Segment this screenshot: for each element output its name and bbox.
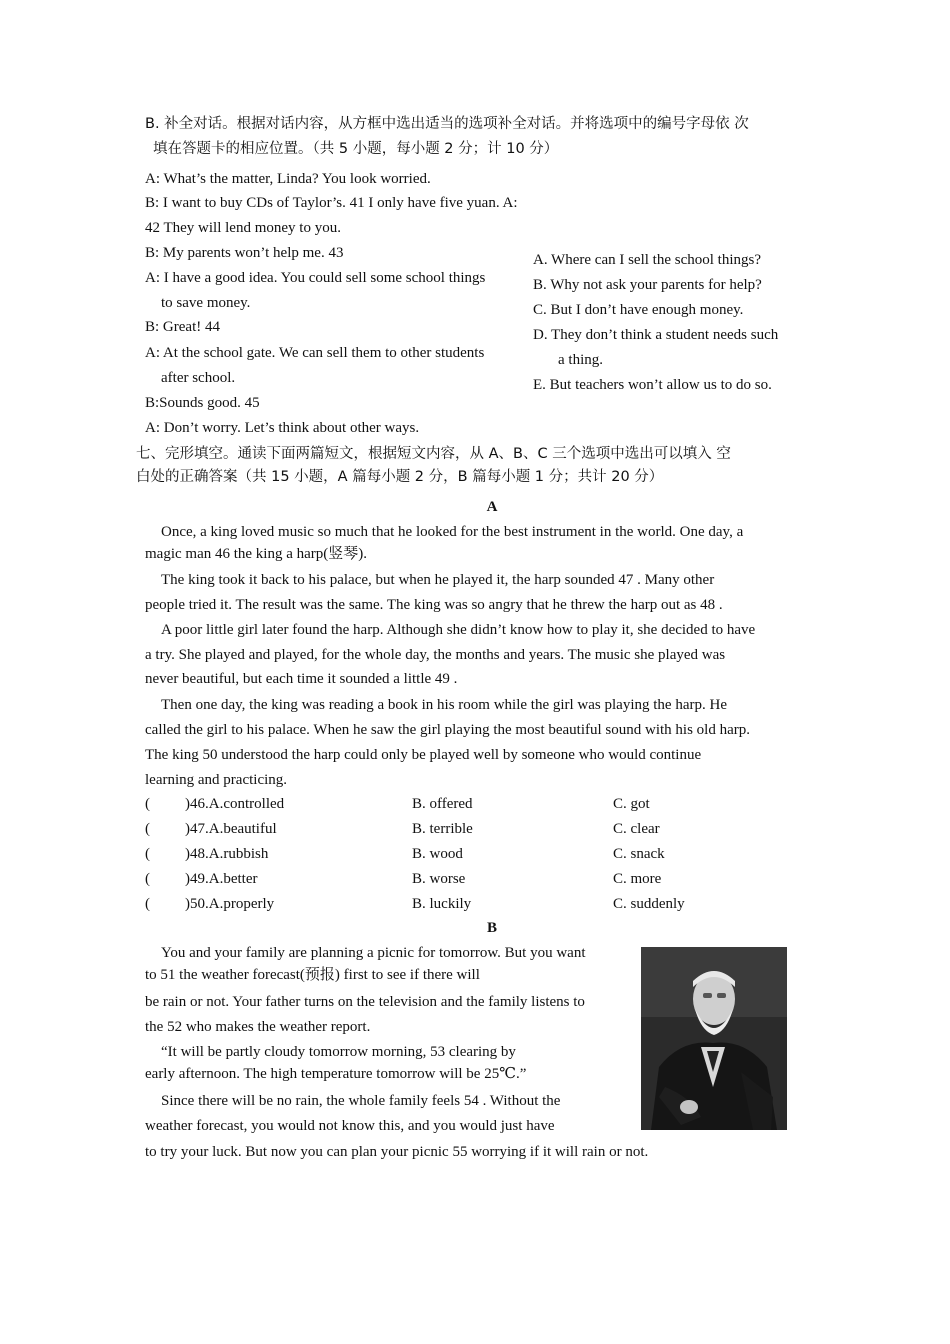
choice-a: )47.A.beautiful	[185, 821, 277, 837]
passage-a-line: The king took it back to his palace, but when he played it, the harp sounded 47 . Many other	[161, 572, 715, 588]
answer-paren: (	[145, 846, 150, 862]
option-c: C. But I don’t have enough money.	[533, 302, 744, 318]
option-b: B. Why not ask your parents for help?	[533, 277, 762, 293]
option-e: E. But teachers won’t allow us to do so.	[533, 377, 772, 393]
option-a: A. Where can I sell the school things?	[533, 252, 761, 268]
dialogue-line: B: I want to buy CDs of Taylor’s. 41 I only have five yuan. A:	[145, 195, 518, 211]
section-b-heading-line1: B. 补全对话。根据对话内容，从方框中选出适当的选项补全对话。并将选项中的编号字母依 次	[145, 116, 749, 132]
option-d: D. They don’t think a student needs such	[533, 327, 779, 343]
choice-b: B. terrible	[412, 821, 473, 837]
option-d-cont: a thing.	[558, 352, 603, 368]
section-7-heading-line2: 白处的正确答案（共 15 小题，A 篇每小题 2 分，B 篇每小题 1 分；共计 20 分）	[136, 469, 664, 485]
passage-a-line: Once, a king loved music so much that he looked for the best instrument in the world. One day, a	[161, 524, 744, 540]
choice-c: C. more	[613, 871, 662, 887]
section-7-heading-line1: 七、完形填空。通读下面两篇短文，根据短文内容，从 A、B、C 三个选项中选出可以填入 空	[136, 446, 731, 462]
choice-b: B. offered	[412, 796, 473, 812]
passage-b-line: early afternoon. The high temperature tomorrow will be 25℃.”	[145, 1066, 527, 1082]
answer-paren: (	[145, 821, 150, 837]
passage-b-line: to try your luck. But now you can plan your picnic 55 worrying if it will rain or not.	[145, 1144, 649, 1160]
choice-b: B. luckily	[412, 896, 472, 912]
answer-paren: (	[145, 896, 150, 912]
dialogue-line: to save money.	[161, 295, 251, 311]
passage-a-line: never beautiful, but each time it sounded a little 49 .	[145, 671, 458, 687]
dialogue-line: B: My parents won’t help me. 43	[145, 245, 344, 261]
choice-c: C. clear	[613, 821, 660, 837]
passage-b-title: B	[486, 920, 497, 936]
choice-a: )46.A.controlled	[185, 796, 285, 812]
choice-b: B. worse	[412, 871, 466, 887]
dialogue-line: A: I have a good idea. You could sell some school things	[145, 270, 486, 286]
choice-c: C. snack	[613, 846, 665, 862]
passage-a-title: A	[486, 499, 498, 515]
passage-b-line: be rain or not. Your father turns on the television and the family listens to	[145, 994, 585, 1010]
passage-a-line: a try. She played and played, for the whole day, the months and years. The music she played was	[145, 647, 726, 663]
dialogue-line: after school.	[161, 370, 236, 386]
passage-a-line: magic man 46 the king a harp(竖琴).	[145, 546, 368, 562]
passage-b-line: the 52 who makes the weather report.	[145, 1019, 371, 1035]
dialogue-line: B: Great! 44	[145, 319, 220, 335]
choice-a: )49.A.better	[185, 871, 258, 887]
choice-c: C. got	[613, 796, 650, 812]
dialogue-line: A: What’s the matter, Linda? You look worried.	[145, 171, 431, 187]
dialogue-line: 42 They will lend money to you.	[145, 220, 341, 236]
portrait-photo	[641, 947, 787, 1130]
section-b-heading-line2: 填在答题卡的相应位置。（共 5 小题，每小题 2 分；计 10 分）	[153, 141, 559, 157]
passage-b-line: to 51 the weather forecast(预报) first to see if there will	[145, 967, 480, 983]
dialogue-line: A: Don’t worry. Let’s think about other ways.	[145, 420, 420, 436]
dialogue-line: B:Sounds good. 45	[145, 395, 260, 411]
passage-a-line: people tried it. The result was the same. The king was so angry that he threw the harp out as 48 .	[145, 597, 723, 613]
passage-b-line: weather forecast, you would not know this, and you would just have	[145, 1118, 555, 1134]
passage-b-line: Since there will be no rain, the whole family feels 54 . Without the	[161, 1093, 561, 1109]
passage-a-line: The king 50 understood the harp could only be played well by someone who would continue	[145, 747, 702, 763]
answer-paren: (	[145, 871, 150, 887]
passage-a-line: called the girl to his palace. When he saw the girl playing the most beautiful sound with his old harp.	[145, 722, 751, 738]
dialogue-line: A: At the school gate. We can sell them to other students	[145, 345, 485, 361]
passage-b-line: You and your family are planning a picnic for tomorrow. But you want	[161, 945, 586, 961]
portrait-illustration	[641, 947, 787, 1130]
passage-a-line: learning and practicing.	[145, 772, 288, 788]
passage-a-line: Then one day, the king was reading a book in his room while the girl was playing the harp. He	[161, 697, 727, 713]
choice-b: B. wood	[412, 846, 463, 862]
choice-a: )48.A.rubbish	[185, 846, 269, 862]
passage-b-line: “It will be partly cloudy tomorrow morning, 53 clearing by	[161, 1044, 516, 1060]
passage-a-line: A poor little girl later found the harp. Although she didn’t know how to play it, she decided to have	[161, 622, 756, 638]
choice-c: C. suddenly	[613, 896, 685, 912]
answer-paren: (	[145, 796, 150, 812]
choice-a: )50.A.properly	[185, 896, 275, 912]
